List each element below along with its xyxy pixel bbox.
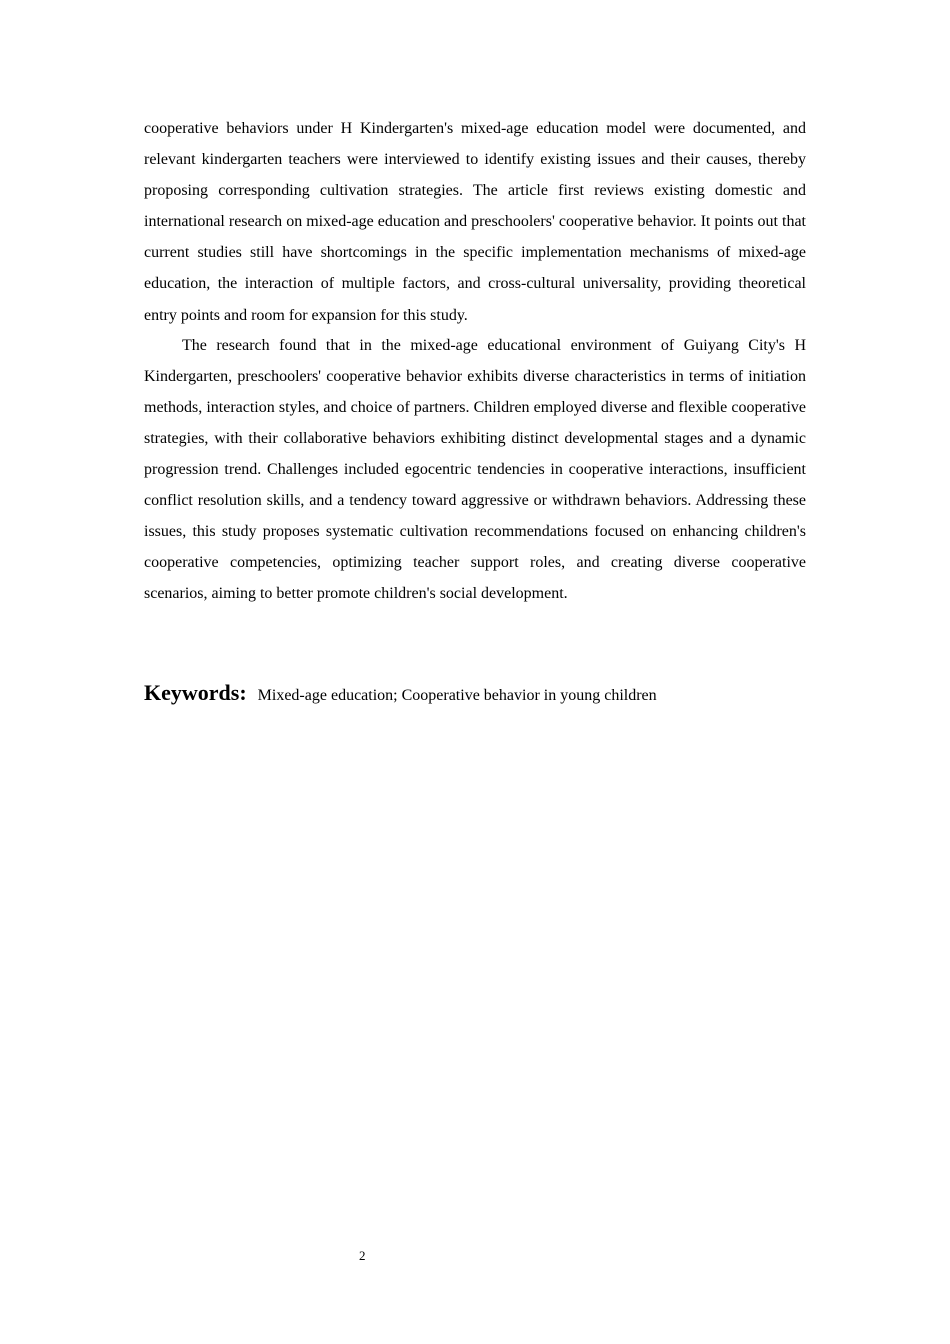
keywords-colon: : [239,680,247,705]
abstract-paragraph-1: cooperative behaviors under H Kindergarten's mixed-age education model were documented, and relevant kindergarten teachers were interviewed to identify existing issues and their causes, thereby proposing corresponding cultivation strategies. The article first reviews existing domestic and international research on mixed-age education and preschoolers' cooperative behavior. It points out that current studies still have shortcomings in the specific implementation mechanisms of mixed-age education, the interaction of multiple factors, and cross-cultural universality, providing theoretical entry points and room for expansion for this study. [144,120,806,324]
abstract-body [144,113,806,610]
keywords-label: Keywords [144,680,240,705]
abstract-paragraph-2: The research found that in the mixed-age educational environment of Guiyang City's H Kindergarten, preschoolers' cooperative behavior exhibits diverse characteristics in terms of initiation methods, interaction styles, and choice of partners. Children employed diverse and flexible cooperative strategies, with their collaborative behaviors exhibiting distinct developmental stages and a dynamic progression trend. Challenges included egocentric tendencies in cooperative interactions, insufficient conflict resolution skills, and a tendency toward aggressive or withdrawn behaviors. Addressing these issues, this study proposes systematic cultivation recommendations focused on enhancing children's cooperative competencies, optimizing teacher support roles, and creating diverse cooperative scenarios, aiming to better promote children's social development. [144,336,806,603]
keywords-text: Mixed-age education; Cooperative behavior in young children [257,687,657,704]
page-number: 2 [359,1248,366,1263]
keywords-line [144,680,844,706]
